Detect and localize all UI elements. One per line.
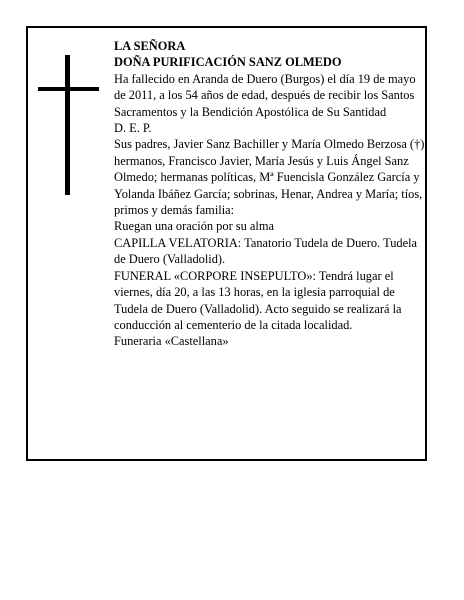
prayer-request: Ruegan una oración por su alma	[114, 219, 274, 234]
death-announcement: Ha fallecido en Aranda de Duero (Burgos) el día 19 de mayo de 2011, a los 54 años de edad, después de recibir los Santos Sacramentos y la Bendición Apostólica de Su Santidad	[114, 71, 416, 119]
cross-vertical-bar	[65, 55, 70, 195]
funeral-home: Funeraria «Castellana»	[114, 334, 229, 349]
rest-in-peace: D. E. P.	[114, 121, 152, 136]
chapel-info: CAPILLA VELATORIA: Tanatorio Tudela de Duero. Tudela de Duero (Valladolid).	[114, 235, 418, 267]
notice-heading: LA SEÑORA	[114, 39, 186, 53]
funeral-info: FUNERAL «CORPORE INSEPULTO»: Tendrá lugar el viernes, día 20, a las 13 horas, en la iglesia parroquial de Tudela de Duero (Valladolid). Acto seguido se realizará la conducción al cementerio de la citada localidad.	[114, 268, 402, 332]
family-list: Sus padres, Javier Sanz Bachiller y María Olmedo Berzosa (†); hermanos, Francisco Javier, María Jesús y Luis Ángel Sanz Olmedo; hermanas políticas, Mª Fuencisla González García y Yolanda Ibáñez García; sobrinas, Henar, Andrea y María; tíos, primos y demás familia:	[114, 137, 428, 218]
cross-horizontal-bar	[38, 87, 99, 91]
obituary-text	[114, 38, 430, 350]
deceased-name: DOÑA PURIFICACIÓN SANZ OLMEDO	[114, 55, 342, 70]
